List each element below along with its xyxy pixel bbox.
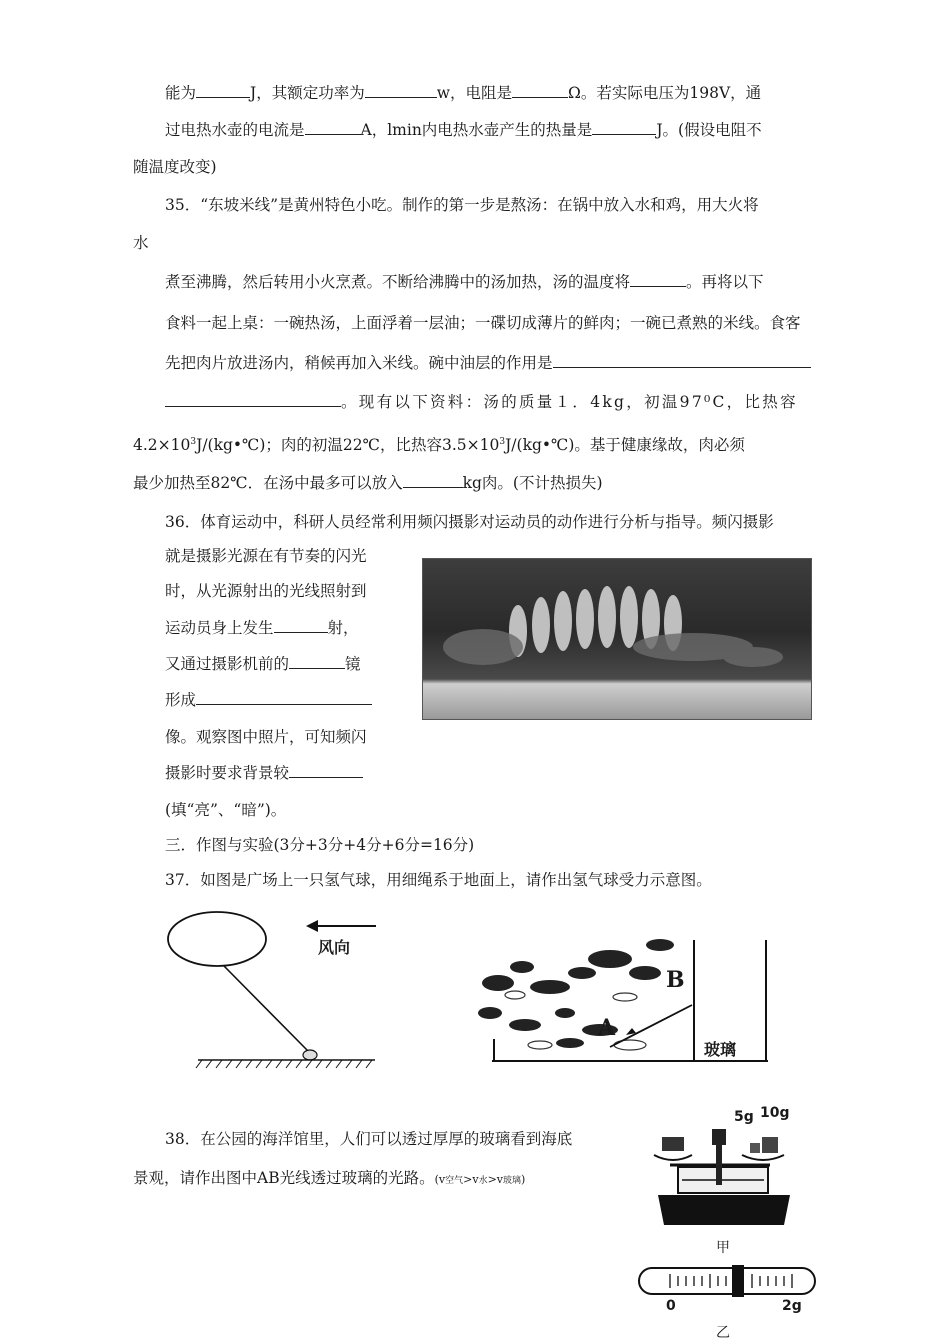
p36-line-3: 时，从光源射出的光线照射到 bbox=[165, 582, 367, 600]
answer-blank[interactable] bbox=[289, 762, 363, 778]
label-b: B bbox=[666, 967, 685, 993]
p35-line-4: 食料一起上桌：一碗热汤，上面浮着一层油；一碟切成薄片的鲜肉；一碗已煮熟的米线。食客 bbox=[165, 314, 801, 332]
seabed-rocks bbox=[478, 939, 674, 1048]
figure-caption-jia: 甲 bbox=[716, 1240, 730, 1256]
answer-blank[interactable] bbox=[165, 391, 341, 407]
answer-blank[interactable] bbox=[553, 352, 811, 368]
p35-line-1: 35．“东坡米线”是黄州特色小吃。制作的第一步是熬汤：在锅中放入水和鸡，用大火将 bbox=[165, 196, 759, 214]
glass-label: 玻璃 bbox=[704, 1040, 737, 1059]
light-ray-ab bbox=[610, 1005, 692, 1047]
p36-line-6: 形成 bbox=[165, 689, 372, 711]
p34-line-2: 过电热水壶的电流是 A，lmin内电热水壶产生的热量是 J。(假设电阻不 bbox=[165, 121, 762, 139]
answer-blank[interactable] bbox=[274, 617, 328, 633]
scale-label-0: 0 bbox=[666, 1298, 676, 1314]
p35-line-7: $4.2\times 10^3J/(kg•℃)$；肉的初温22℃，比热容$3.5\times 10^3J/(kg•℃)$。基于健康缘故，肉必须 bbox=[133, 436, 745, 455]
wind-arrowhead-icon bbox=[306, 920, 318, 932]
answer-blank[interactable] bbox=[512, 82, 568, 98]
p37-text: 37．如图是广场上一只氢气球，用细绳系于地面上，请作出氢气球受力示意图。 bbox=[165, 871, 712, 889]
balloon-icon bbox=[168, 912, 266, 966]
answer-blank[interactable] bbox=[289, 653, 345, 669]
weight-label-5g: 5g bbox=[734, 1109, 754, 1125]
scale-label-2g: 2g bbox=[782, 1298, 802, 1314]
balloon-figure bbox=[160, 905, 390, 1080]
answer-blank[interactable] bbox=[365, 82, 437, 98]
balloon-diagram bbox=[160, 905, 390, 1080]
rider-scale-figure bbox=[636, 1262, 820, 1344]
rider-icon bbox=[732, 1265, 744, 1297]
answer-blank[interactable] bbox=[196, 689, 372, 705]
ground-hatch bbox=[196, 1060, 372, 1068]
seabed-glass-figure bbox=[470, 935, 770, 1065]
athlete-silhouettes bbox=[423, 559, 811, 719]
p36-line-1: 36．体育运动中，科研人员经常利用频闪摄影对运动员的动作进行分析与指导。频闪摄影 bbox=[165, 513, 774, 531]
p35-line-6: 。现有以下资料：汤的质量１．4kg，初温97⁰C，比热容 bbox=[165, 391, 798, 413]
p35-line-5: 先把肉片放进汤内，稍候再加入米线。碗中油层的作用是 bbox=[165, 352, 811, 374]
rope bbox=[224, 966, 308, 1051]
weight-label-10g: 10g bbox=[760, 1105, 790, 1121]
answer-blank[interactable] bbox=[403, 472, 463, 488]
label-a: A bbox=[598, 1015, 616, 1041]
answer-blank[interactable] bbox=[305, 119, 361, 135]
strobe-photo bbox=[422, 558, 812, 720]
p36-line-7: 像。观察图中照片，可知频闪 bbox=[165, 728, 367, 746]
p35-line-3: 煮至沸腾，然后转用小火烹煮。不断给沸腾中的汤加热，汤的温度将 。再将以下 bbox=[165, 273, 764, 291]
p35-line-8: 最少加热至82℃．在汤中最多可以放入 kg肉。(不计热损失) bbox=[133, 474, 603, 492]
p34-line-3: 随温度改变) bbox=[133, 158, 217, 176]
p36-line-2: 就是摄影光源在有节奏的闪光 bbox=[165, 547, 367, 565]
figure-caption-yi: 乙 bbox=[716, 1325, 730, 1341]
rider-scale-icon bbox=[636, 1262, 820, 1302]
balance-icon bbox=[650, 1125, 800, 1250]
answer-blank[interactable] bbox=[592, 119, 656, 135]
balance-figure bbox=[650, 1105, 800, 1255]
anchor-icon bbox=[303, 1050, 317, 1060]
p36-line-5: 又通过摄影机前的 镜 bbox=[165, 655, 361, 673]
section-3-heading: 三．作图与实验(3分+3分+4分+6分=16分) bbox=[165, 836, 475, 854]
p38-line-2: 景观，请作出图中AB光线透过玻璃的光路。(v空气>v水>v玻璃) bbox=[133, 1169, 526, 1187]
p36-line-9: (填“亮”、“暗”)。 bbox=[165, 801, 287, 819]
wind-label: 风向 bbox=[318, 938, 351, 957]
p36-line-8: 摄影时要求背景较 bbox=[165, 762, 363, 784]
p35-line-2: 水 bbox=[133, 234, 149, 252]
p38-line-1: 38．在公园的海洋馆里，人们可以透过厚厚的玻璃看到海底 bbox=[165, 1130, 573, 1148]
p34-line-1: 能为 J，其额定功率为 w，电阻是 Ω。若实际电压为198V，通 bbox=[165, 84, 762, 102]
answer-blank[interactable] bbox=[630, 271, 686, 287]
p36-line-4: 运动员身上发生 射， bbox=[165, 619, 359, 637]
answer-blank[interactable] bbox=[196, 82, 250, 98]
